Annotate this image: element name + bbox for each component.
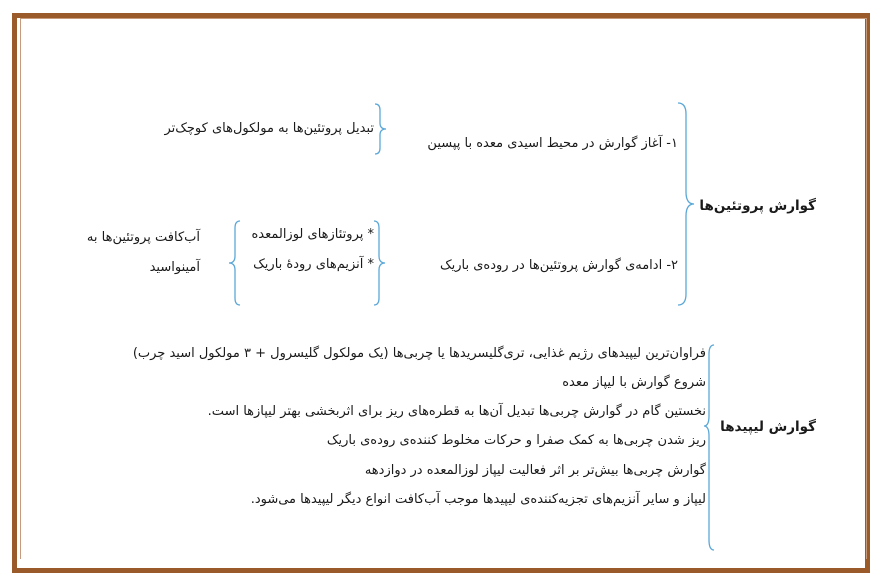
lipid-line-3: نخستین گام در گوارش چربی‌ها تبدیل آن‌ها به قطره‌های ریز برای اثربخشی بهتر لیپازها است. xyxy=(207,404,706,419)
enzymes-left-brace xyxy=(226,220,242,306)
protein-heading: گوارش پروتئین‌ها xyxy=(699,198,816,214)
lipid-line-1: فراوان‌ترین لیپیدهای رژیم غذایی، تری‌گلیسریدها یا چربی‌ها (یک مولکول گلیسرول + ۳ مولکول اسید چرب) xyxy=(132,346,706,361)
enzymes-right-brace xyxy=(372,220,388,306)
protein-step-1-brace xyxy=(373,103,389,155)
protein-step-2: ۲- ادامه‌ی گوارش پروتئین‌ها در روده‌ی باریک xyxy=(439,258,678,273)
enzymes-result-line-1: آب‌کافت پروتئین‌ها به xyxy=(86,230,200,245)
lipid-line-5: گوارش چربی‌ها بیش‌تر بر اثر فعالیت لیپاز لوزالمعده در دوازدهه xyxy=(364,463,706,478)
enzyme-item-2: * آنزیم‌های رودهٔ باریک xyxy=(253,257,374,272)
enzyme-item-1: * پروتئازهای لوزالمعده xyxy=(251,227,374,242)
protein-main-brace xyxy=(676,102,700,306)
enzymes-result-line-2: آمینواسید xyxy=(149,260,200,275)
lipid-line-2: شروع گوارش با لیپاز معده xyxy=(562,375,706,390)
protein-step-1: ۱- آغاز گوارش در محیط اسیدی معده با پپسین xyxy=(427,136,678,151)
lipid-heading: گوارش لیپیدها xyxy=(720,419,816,435)
lipid-line-4: ریز شدن چربی‌ها به کمک صفرا و حرکات مخلوط کننده‌ی روده‌ی باریک xyxy=(326,433,706,448)
lipid-line-6: لیپاز و سایر آنزیم‌های تجزیه‌کننده‌ی لیپیدها موجب آب‌کافت انواع دیگر لیپیدها می‌شود. xyxy=(250,492,706,507)
protein-step-1-result: تبدیل پروتئین‌ها به مولکول‌های کوچک‌تر xyxy=(164,121,374,136)
